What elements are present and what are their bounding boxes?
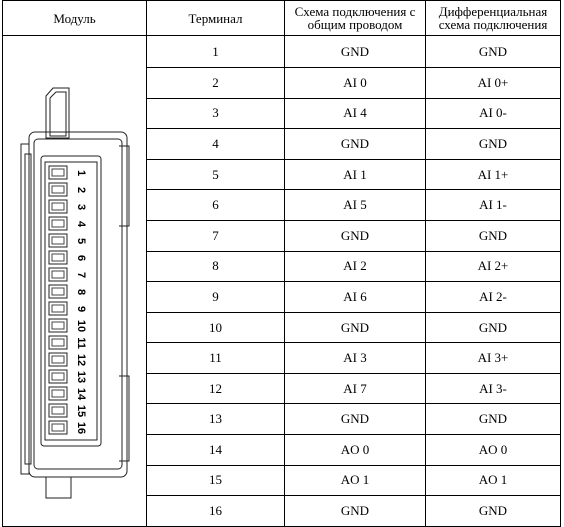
- cell-common: GND: [285, 312, 426, 343]
- cell-differential: AI 2-: [426, 282, 561, 313]
- cell-common: GND: [285, 496, 426, 527]
- cell-differential: GND: [426, 404, 561, 435]
- header-differential: Дифференциальная схема подключения: [426, 1, 561, 36]
- terminal-pin-label: 2: [75, 186, 88, 194]
- cell-differential: AI 3+: [426, 343, 561, 374]
- cell-terminal: 12: [147, 373, 285, 404]
- cell-differential: GND: [426, 496, 561, 527]
- cell-common: GND: [285, 404, 426, 435]
- module-image-cell: [3, 36, 147, 527]
- cell-terminal: 3: [147, 98, 285, 129]
- terminal-pin-label: 10: [75, 319, 88, 333]
- terminal-pin-label: 7: [75, 271, 88, 279]
- cell-common: AI 2: [285, 251, 426, 282]
- header-module: Модуль: [3, 1, 147, 36]
- cell-common: AI 7: [285, 373, 426, 404]
- cell-terminal: 4: [147, 129, 285, 160]
- cell-terminal: 16: [147, 496, 285, 527]
- cell-common: AI 5: [285, 190, 426, 221]
- cell-differential: GND: [426, 36, 561, 68]
- cell-terminal: 1: [147, 36, 285, 68]
- cell-differential: AI 0-: [426, 98, 561, 129]
- cell-differential: GND: [426, 312, 561, 343]
- cell-differential: AI 0+: [426, 68, 561, 99]
- cell-terminal: 9: [147, 282, 285, 313]
- terminal-pin-label: 15: [75, 404, 88, 418]
- terminal-pin-label: 4: [75, 220, 88, 228]
- cell-terminal: 13: [147, 404, 285, 435]
- cell-terminal: 15: [147, 465, 285, 496]
- cell-common: AI 0: [285, 68, 426, 99]
- cell-common: GND: [285, 36, 426, 68]
- header-common: Схема подключения с общим проводом: [285, 1, 426, 36]
- header-row: [3, 1, 561, 36]
- terminal-pin-label: 16: [75, 421, 88, 435]
- table-row: [3, 36, 561, 68]
- cell-differential: GND: [426, 220, 561, 251]
- terminal-pin-label: 9: [75, 305, 88, 313]
- pinout-table-container: [2, 0, 560, 525]
- cell-common: GND: [285, 220, 426, 251]
- terminal-pin-label: 12: [75, 353, 88, 367]
- cell-common: AO 0: [285, 435, 426, 466]
- cell-differential: AI 2+: [426, 251, 561, 282]
- cell-terminal: 2: [147, 68, 285, 99]
- cell-terminal: 7: [147, 220, 285, 251]
- cell-differential: AO 0: [426, 435, 561, 466]
- cell-common: AI 3: [285, 343, 426, 374]
- cell-terminal: 10: [147, 312, 285, 343]
- cell-differential: AI 3-: [426, 373, 561, 404]
- cell-differential: AO 1: [426, 465, 561, 496]
- terminal-pin-label: 1: [75, 169, 88, 177]
- cell-terminal: 6: [147, 190, 285, 221]
- cell-common: AO 1: [285, 465, 426, 496]
- cell-terminal: 14: [147, 435, 285, 466]
- cell-common: AI 1: [285, 159, 426, 190]
- cell-terminal: 11: [147, 343, 285, 374]
- cell-terminal: 8: [147, 251, 285, 282]
- header-terminal: Терминал: [147, 1, 285, 36]
- terminal-pin-label: 8: [75, 288, 88, 296]
- cell-common: AI 4: [285, 98, 426, 129]
- cell-terminal: 5: [147, 159, 285, 190]
- pinout-table: [2, 0, 561, 527]
- module-drawing: [3, 36, 147, 526]
- cell-common: GND: [285, 129, 426, 160]
- terminal-pin-label: 6: [75, 254, 88, 262]
- terminal-pin-label: 3: [75, 203, 88, 211]
- terminal-pin-label: 5: [75, 237, 88, 245]
- terminal-pin-label: 11: [75, 337, 88, 349]
- cell-differential: GND: [426, 129, 561, 160]
- terminal-pin-label: 13: [75, 370, 88, 384]
- terminal-pin-label: 14: [75, 387, 88, 401]
- cell-common: AI 6: [285, 282, 426, 313]
- cell-differential: AI 1-: [426, 190, 561, 221]
- module-svg: [3, 36, 147, 526]
- cell-differential: AI 1+: [426, 159, 561, 190]
